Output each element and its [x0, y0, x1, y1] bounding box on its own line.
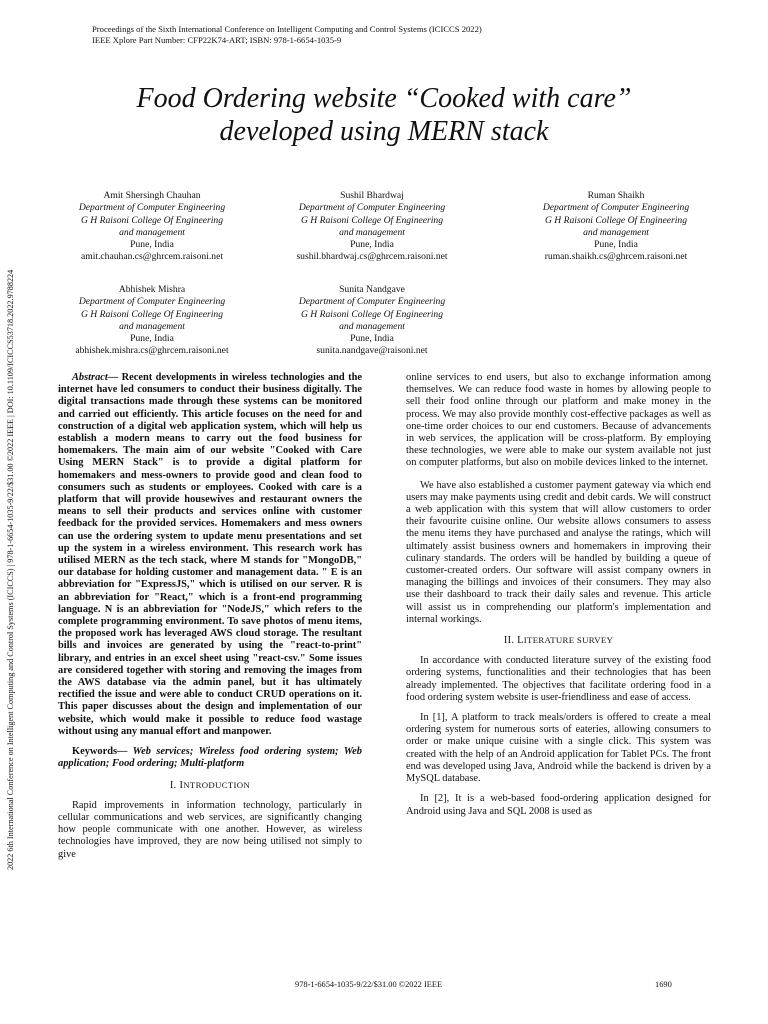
author-department: Department of Computer Engineering: [78, 296, 226, 308]
keywords-text: Web services; Wireless food ordering system; Web application; Food ordering; Multi-platform: [58, 746, 362, 770]
author-email: sushil.bhardwaj.cs@ghrcem.raisoni.net: [296, 251, 448, 263]
author-block: [37, 284, 267, 358]
author-college-2: and management: [119, 226, 185, 238]
title-line-2: developed using MERN stack: [219, 116, 549, 147]
section-number: II.: [503, 635, 515, 647]
abstract-text: Recent developments in wireless technologies and the internet have led consumers to conduct their business digitally. The digital transactions made through these systems can be monitored and carried out efficiently. This article focuses on the need for and construction of a digital web application system, which will help us establish a modern means to carry out the food business for homemakers. The main aim of our website "Cooked with Care Using MERN Stack" is to provide a digital platform for homemakers and mess-owners to provide good and clean food to consumers such as students or employees. Cooked with care is a platform that will provide housewives and restaurant owners the means to sell their products and services online with customer feedback for the provided services. Homemakers and mess owners can use the ordering system to update menu presentations and set up the system in a wireless environment. This research work has utilised MERN as the tech stack, where M stands for "MongoDB," our database for holding customer and management data. " E is an abbreviation for "ExpressJS," which is utilised on our server. R is an abbreviation for "React," which is a front-end programming language. N is an abbreviation for "NodeJS," which refers to the complete programming environment. To save photos of menu items, the proposed work has leveraged AWS cloud storage. The resultant bills and invoices are generated by using the "react-to-print" library, and entries in an excel sheet using "react-csv." Some issues are considered together with storing and removing the images from the AWS database via the admin panel, but it has ultimately rectified the issue and were able to conduct CRUD operations on it. This paper discusses about the design and implementation of our website, which would make it possible to reduce food wastage without using any manual effort and manpower.: [58, 372, 363, 737]
paragraph: We have also established a customer payment gateway via which end users may make payments using credit and debit cards. We will construct a web application with this system that will allow customers to order their favourite cuisine online. Our website allows consumers to assess the menu items they have purchased and analyse the ratings, which will ultimately assist business owners and homemakers in improving their culinary standards. The orders will be handled by building a queue of customer-created orders. Our software will assist company owners in managing the billings and invoices of their consumers. They may also use their dashboard to track their daily sales and revenue. This article will assist us in comprehending our platform's implementation and internal workings.: [406, 479, 711, 625]
intro-paragraph: Rapid improvements in information technology, particularly in cellular communications and web services, are significantly changing how people communicate with one another. However, as wireless technologies have improved, they are now being utilised not simply to give: [58, 799, 362, 860]
author-block: [257, 190, 487, 264]
author-city: Pune, India: [350, 239, 394, 251]
author-city: Pune, India: [130, 333, 174, 345]
author-block: [37, 190, 267, 264]
author-college: G H Raisoni College Of Engineering: [80, 308, 224, 320]
author-block: [501, 190, 731, 264]
title-line-1: Food Ordering website “Cooked with care”: [136, 83, 632, 114]
author-city: Pune, India: [594, 239, 638, 251]
paragraph: In accordance with conducted literature survey of the existing food ordering systems, functionalities and their technologies that has been already implemented. The objectives that facilitate ordering food in a food ordering system website is user-friendliness and ease of access.: [406, 655, 711, 703]
author-name: Amit Shersingh Chauhan: [103, 190, 201, 201]
section-heading-introduction: [58, 779, 362, 792]
author-college-2: and management: [339, 226, 405, 238]
author-college: G H Raisoni College Of Engineering: [300, 308, 444, 320]
author-email: sunita.nandgave@raisoni.net: [316, 345, 428, 357]
section-heading-literature-survey: [406, 634, 711, 647]
paragraph: online services to end users, but also to exchange information among themselves. We can reduce food waste in homes by allowing people to sell their food online through our platform and make money in the process. We may also provide monthly cost-effective packages as well as one-time order choices to our end customers. Because of advancements in web services, the application will be cross-platform. By employing these technologies, we were able to make our system available not just on computer platforms, but also on mobile devices linked to the internet.: [406, 372, 711, 469]
author-name: Ruman Shaikh: [587, 190, 645, 201]
author-college-2: and management: [583, 226, 649, 238]
author-city: Pune, India: [350, 333, 394, 345]
author-college: G H Raisoni College Of Engineering: [80, 214, 224, 226]
author-name: Sunita Nandgave: [339, 284, 405, 295]
author-department: Department of Computer Engineering: [298, 296, 446, 308]
right-column: [406, 372, 711, 826]
author-college: G H Raisoni College Of Engineering: [300, 214, 444, 226]
abstract: [58, 372, 362, 738]
section-title-rest: NTRODUCTION: [183, 779, 251, 790]
keywords-label: Keywords—: [72, 746, 128, 758]
author-name: Sushil Bhardwaj: [340, 190, 404, 201]
author-college-2: and management: [339, 320, 405, 332]
header-line-2: IEEE Xplore Part Number: CFP22K74-ART; ISBN: 978-1-6654-1035-9: [92, 35, 342, 45]
footer-copyright: 978-1-6654-1035-9/22/$31.00 ©2022 IEEE: [295, 980, 443, 989]
author-email: abhishek.mishra.cs@ghrcem.raisoni.net: [75, 345, 229, 357]
author-block: [257, 284, 487, 358]
header-line-1: Proceedings of the Sixth International Conference on Intelligent Computing and Control Systems (ICICCS 2022): [92, 24, 482, 34]
running-header: [92, 24, 482, 46]
left-column: [58, 372, 362, 869]
keywords: [58, 746, 362, 770]
section-initial: L: [517, 635, 524, 647]
section-number: I.: [169, 779, 177, 791]
author-department: Department of Computer Engineering: [542, 202, 690, 214]
author-college-2: and management: [119, 320, 185, 332]
author-college: G H Raisoni College Of Engineering: [544, 214, 688, 226]
paragraph: In [2], It is a web-based food-ordering application designed for Android using Java and SQL 2008 is used as: [406, 793, 711, 817]
page-number: 1690: [655, 980, 672, 989]
author-name: Abhishek Mishra: [118, 284, 186, 295]
section-initial: I: [179, 779, 184, 791]
abstract-label: Abstract—: [72, 372, 119, 383]
paper-title: [60, 82, 708, 148]
author-city: Pune, India: [130, 239, 174, 251]
author-email: amit.chauhan.cs@ghrcem.raisoni.net: [80, 251, 224, 263]
author-department: Department of Computer Engineering: [298, 202, 446, 214]
author-department: Department of Computer Engineering: [78, 202, 226, 214]
author-email: ruman.shaikh.cs@ghrcem.raisoni.net: [544, 251, 688, 263]
side-margin-citation: 2022 6th International Conference on Intelligent Computing and Control Systems (ICICCS) | 978-1-6654-1035-9/22/$31.00 ©2022 IEEE | DOI: 10.1109/ICICCS53718.2022.9788224: [6, 269, 15, 870]
paragraph: In [1], A platform to track meals/orders is offered to create a meal ordering system for numerous sorts of eateries, allowing consumers to order or make unique cuisine with a single click. This system was created with the help of an Android application for Tablet PCs. The front end was developed using Java, Android while the backend is driven by a MySQL database.: [406, 712, 711, 785]
section-title-rest: ITERATURE SURVEY: [523, 635, 614, 646]
